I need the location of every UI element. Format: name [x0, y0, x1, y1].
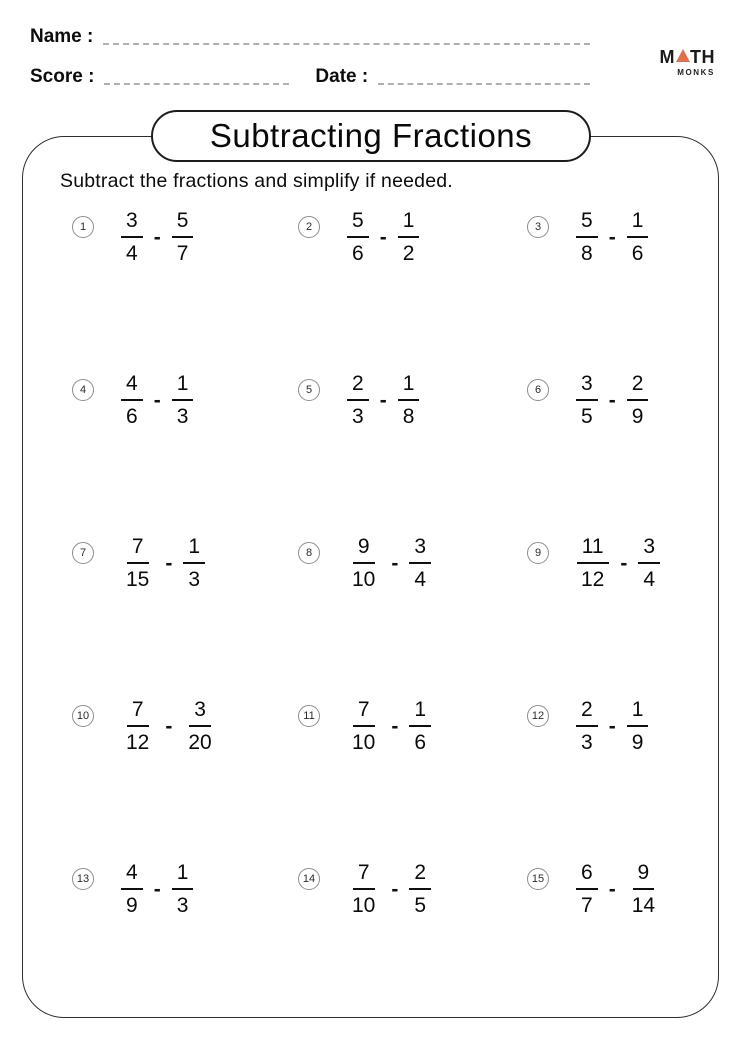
second-fraction-denominator: 8 — [402, 405, 415, 428]
instruction-text: Subtract the fractions and simplify if needed. — [60, 170, 453, 192]
second-fraction-numerator: 1 — [409, 698, 431, 727]
first-fraction-denominator: 6 — [126, 405, 138, 428]
second-fraction — [398, 209, 420, 265]
problem-item — [527, 529, 717, 597]
first-fraction-numerator: 3 — [121, 209, 143, 238]
problem-number-badge: 10 — [72, 705, 94, 727]
name-row — [30, 26, 590, 48]
first-fraction-numerator: 4 — [121, 861, 143, 890]
first-fraction-denominator: 12 — [126, 731, 150, 754]
problem-item — [527, 203, 717, 271]
problem-number-badge: 13 — [72, 868, 94, 890]
first-fraction — [121, 535, 154, 591]
problem-item — [72, 692, 298, 760]
score-label: Score : — [30, 66, 95, 87]
second-fraction-numerator: 5 — [172, 209, 194, 238]
problem-item — [72, 855, 298, 923]
second-fraction-numerator: 1 — [183, 535, 205, 564]
first-fraction-numerator: 7 — [353, 698, 375, 727]
minus-sign: - — [620, 551, 628, 575]
second-fraction-numerator: 3 — [409, 535, 431, 564]
problem-item — [527, 692, 717, 760]
second-fraction — [627, 698, 649, 754]
problem-item — [298, 529, 527, 597]
first-fraction — [576, 861, 598, 917]
first-fraction — [576, 698, 598, 754]
problem-number-badge: 3 — [527, 216, 549, 238]
second-fraction-denominator: 6 — [631, 242, 644, 265]
first-fraction-numerator: 7 — [127, 698, 149, 727]
score-date-row — [30, 66, 590, 88]
first-fraction-numerator: 9 — [353, 535, 375, 564]
first-fraction-denominator: 15 — [126, 568, 150, 591]
second-fraction-numerator: 1 — [627, 698, 649, 727]
first-fraction-denominator: 9 — [126, 894, 138, 917]
logo-letter-m: M — [659, 47, 675, 67]
date-fill-line — [378, 83, 590, 85]
first-fraction — [121, 372, 143, 428]
second-fraction-denominator: 9 — [631, 731, 644, 754]
score-fill-line — [104, 83, 289, 85]
second-fraction — [409, 698, 431, 754]
first-fraction-denominator: 6 — [352, 242, 364, 265]
second-fraction — [398, 372, 420, 428]
second-fraction-denominator: 6 — [414, 731, 427, 754]
second-fraction — [183, 535, 205, 591]
minus-sign: - — [391, 877, 399, 901]
logo-triangle-icon — [676, 49, 690, 62]
problem-item — [298, 855, 527, 923]
worksheet-title: Subtracting Fractions — [151, 110, 591, 162]
logo-letters-th: TH — [690, 47, 715, 67]
first-fraction-denominator: 8 — [581, 242, 593, 265]
second-fraction-denominator: 3 — [176, 894, 189, 917]
problem-item — [298, 203, 527, 271]
first-fraction-numerator: 3 — [576, 372, 598, 401]
second-fraction-denominator: 4 — [414, 568, 427, 591]
second-fraction — [627, 861, 660, 917]
first-fraction — [347, 372, 369, 428]
second-fraction-denominator: 9 — [631, 405, 644, 428]
problems-grid — [72, 203, 717, 1018]
logo-wordmark — [660, 47, 716, 68]
first-fraction-numerator: 2 — [576, 698, 598, 727]
second-fraction — [627, 209, 649, 265]
problem-number-badge: 8 — [298, 542, 320, 564]
problem-number-badge: 12 — [527, 705, 549, 727]
first-fraction-denominator: 10 — [352, 568, 376, 591]
second-fraction-denominator: 7 — [176, 242, 189, 265]
first-fraction — [347, 209, 369, 265]
minus-sign: - — [608, 388, 616, 412]
first-fraction-denominator: 10 — [352, 731, 376, 754]
minus-sign: - — [391, 551, 399, 575]
problem-number-badge: 2 — [298, 216, 320, 238]
second-fraction-numerator: 1 — [398, 209, 420, 238]
problem-number-badge: 6 — [527, 379, 549, 401]
minus-sign: - — [153, 225, 161, 249]
problem-number-badge: 9 — [527, 542, 549, 564]
problem-number-badge: 1 — [72, 216, 94, 238]
minus-sign: - — [165, 714, 173, 738]
minus-sign: - — [608, 714, 616, 738]
problem-number-badge: 5 — [298, 379, 320, 401]
second-fraction — [409, 535, 431, 591]
minus-sign: - — [153, 877, 161, 901]
name-fill-line — [103, 43, 590, 45]
second-fraction-numerator: 1 — [172, 372, 194, 401]
minus-sign: - — [153, 388, 161, 412]
problem-number-badge: 7 — [72, 542, 94, 564]
second-fraction-denominator: 5 — [414, 894, 427, 917]
second-fraction-numerator: 2 — [627, 372, 649, 401]
first-fraction — [347, 535, 380, 591]
first-fraction-denominator: 7 — [581, 894, 593, 917]
minus-sign: - — [608, 877, 616, 901]
first-fraction — [347, 861, 380, 917]
second-fraction — [172, 861, 194, 917]
first-fraction — [347, 698, 380, 754]
second-fraction — [172, 372, 194, 428]
first-fraction-numerator: 7 — [127, 535, 149, 564]
minus-sign: - — [608, 225, 616, 249]
second-fraction-numerator: 1 — [627, 209, 649, 238]
first-fraction-denominator: 12 — [581, 568, 605, 591]
first-fraction-numerator: 6 — [576, 861, 598, 890]
second-fraction-denominator: 4 — [643, 568, 656, 591]
minus-sign: - — [165, 551, 173, 575]
problem-number-badge: 15 — [527, 868, 549, 890]
second-fraction-numerator: 9 — [633, 861, 655, 890]
second-fraction-numerator: 1 — [172, 861, 194, 890]
first-fraction-numerator: 4 — [121, 372, 143, 401]
second-fraction-denominator: 2 — [402, 242, 415, 265]
second-fraction-numerator: 3 — [189, 698, 211, 727]
first-fraction — [121, 861, 143, 917]
first-fraction — [576, 535, 609, 591]
problem-number-badge: 4 — [72, 379, 94, 401]
second-fraction-numerator: 2 — [409, 861, 431, 890]
second-fraction — [183, 698, 216, 754]
problem-item — [298, 692, 527, 760]
first-fraction — [121, 209, 143, 265]
problem-item — [72, 366, 298, 434]
logo-subtitle: MONKS — [677, 68, 715, 77]
problem-item — [527, 366, 717, 434]
first-fraction-denominator: 3 — [352, 405, 364, 428]
first-fraction-numerator: 2 — [347, 372, 369, 401]
second-fraction-denominator: 3 — [188, 568, 201, 591]
problem-item — [298, 366, 527, 434]
problem-item — [72, 203, 298, 271]
problem-item — [72, 529, 298, 597]
first-fraction — [576, 372, 598, 428]
second-fraction-denominator: 3 — [176, 405, 189, 428]
second-fraction — [638, 535, 660, 591]
second-fraction — [627, 372, 649, 428]
second-fraction-numerator: 3 — [638, 535, 660, 564]
first-fraction-denominator: 10 — [352, 894, 376, 917]
problem-number-badge: 14 — [298, 868, 320, 890]
first-fraction — [576, 209, 598, 265]
second-fraction — [409, 861, 431, 917]
second-fraction-numerator: 1 — [398, 372, 420, 401]
minus-sign: - — [379, 388, 387, 412]
date-label: Date : — [315, 66, 369, 87]
name-label: Name : — [30, 26, 94, 47]
first-fraction — [121, 698, 154, 754]
math-monks-logo — [660, 47, 716, 77]
first-fraction-numerator: 7 — [353, 861, 375, 890]
problem-number-badge: 11 — [298, 705, 320, 727]
problem-item — [527, 855, 717, 923]
first-fraction-numerator: 5 — [347, 209, 369, 238]
first-fraction-denominator: 3 — [581, 731, 593, 754]
minus-sign: - — [379, 225, 387, 249]
second-fraction — [172, 209, 194, 265]
minus-sign: - — [391, 714, 399, 738]
first-fraction-numerator: 5 — [576, 209, 598, 238]
second-fraction-denominator: 20 — [188, 731, 212, 754]
first-fraction-denominator: 4 — [126, 242, 138, 265]
second-fraction-denominator: 14 — [631, 894, 656, 917]
first-fraction-numerator: 11 — [577, 535, 609, 564]
first-fraction-denominator: 5 — [581, 405, 593, 428]
